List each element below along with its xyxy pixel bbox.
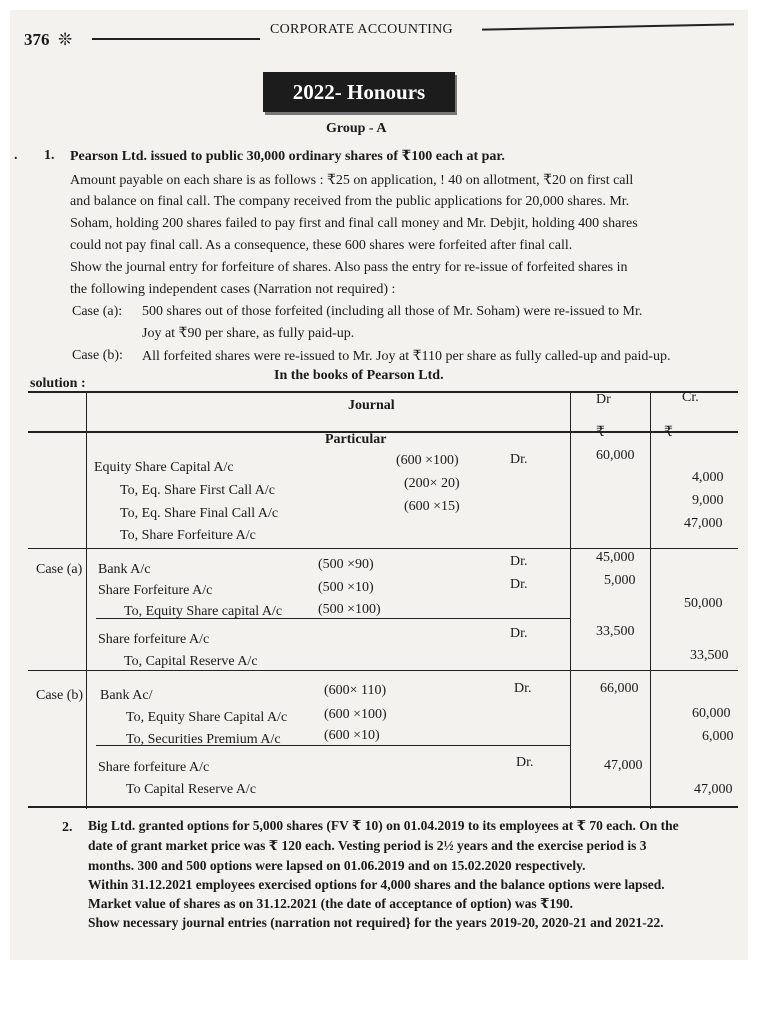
books-title: In the books of Pearson Ltd.	[274, 368, 444, 383]
table-bottom-rule	[28, 806, 738, 808]
dr-amount: 45,000	[596, 550, 635, 565]
rupee-cr: ₹	[664, 425, 673, 440]
account-name: Share Forfeiture A/c	[98, 583, 213, 598]
question-line: Soham, holding 200 shares failed to pay first and final call money and Mr. Debjit, holding 400 shares	[70, 216, 638, 231]
question-line: Show the journal entry for forfeiture of shares. Also pass the entry for re-issue of forfeited shares in	[70, 260, 628, 275]
table-row-rule	[28, 548, 738, 549]
calculation: (600 ×100)	[324, 707, 387, 722]
dr-amount: 33,500	[596, 624, 635, 639]
cr-amount: 6,000	[702, 729, 734, 744]
case-b-label: Case (b):	[72, 348, 123, 363]
dr-mark: Dr.	[516, 755, 534, 770]
calculation: (500 ×100)	[318, 602, 381, 617]
calculation: (600 ×100)	[396, 453, 459, 468]
calculation: (600 ×15)	[404, 499, 460, 514]
cr-amount: 33,500	[690, 648, 729, 663]
question-2-number: 2.	[62, 820, 73, 835]
table-col-rule	[650, 391, 651, 809]
journal-heading: Journal	[348, 398, 395, 413]
case-a-text: 500 shares out of those forfeited (including all those of Mr. Soham) were re-issued to Mr.	[142, 304, 643, 319]
calculation: (600× 110)	[324, 683, 387, 698]
question-2-line: Show necessary journal entries (narration not required} for the years 2019-20, 2020-21 and 2021-22.	[88, 915, 664, 930]
dr-mark: Dr.	[514, 681, 532, 696]
account-name: Share forfeiture A/c	[98, 760, 210, 775]
account-name: To, Share Forfeiture A/c	[120, 528, 256, 543]
col-cr-header: Cr.	[682, 390, 699, 405]
question-bullet: .	[14, 148, 18, 163]
dr-amount: 60,000	[596, 448, 635, 463]
account-name: To, Eq. Share First Call A/c	[120, 483, 275, 498]
account-name: Equity Share Capital A/c	[94, 460, 234, 475]
case-a-text: Joy at ₹90 per share, as fully paid-up.	[142, 326, 355, 341]
question-line: Pearson Ltd. issued to public 30,000 ordinary shares of ₹100 each at par.	[70, 149, 505, 164]
table-col-rule	[86, 391, 87, 809]
calculation: (600 ×10)	[324, 728, 380, 743]
table-col-rule	[570, 391, 571, 809]
account-name: To, Securities Premium A/c	[126, 732, 281, 747]
account-name: Bank Ac/	[100, 688, 153, 703]
question-2-line: months. 300 and 500 options were lapsed on 01.06.2019 and on 15.02.2020 respectively.	[88, 858, 586, 873]
case-b-row-label: Case (b)	[36, 688, 84, 703]
question-2-line: date of grant market price was ₹ 120 each. Vesting period is 2½ years and the exercise period is 3	[88, 838, 647, 853]
dr-mark: Dr.	[510, 626, 528, 641]
group-label: Group - A	[326, 121, 387, 136]
account-name: Bank A/c	[98, 562, 151, 577]
question-2-line: Within 31.12.2021 employees exercised options for 4,000 shares and the balance options were lapsed.	[88, 877, 665, 892]
question-line: could not pay final call. As a consequence, these 600 shares were forfeited after final call.	[70, 238, 573, 253]
dr-amount: 5,000	[604, 573, 636, 588]
account-name: To, Eq. Share Final Call A/c	[120, 506, 279, 521]
running-title: CORPORATE ACCOUNTING	[270, 22, 453, 37]
table-row-rule	[28, 670, 738, 671]
calculation: (200× 20)	[404, 476, 460, 491]
calculation: (500 ×10)	[318, 580, 374, 595]
ornament-icon: ❊	[58, 30, 73, 49]
calculation: (500 ×90)	[318, 557, 374, 572]
cr-amount: 47,000	[694, 782, 733, 797]
table-top-rule	[28, 391, 738, 393]
solution-label: solution :	[30, 376, 86, 391]
question-number: 1.	[44, 148, 55, 163]
col-particular-header: Particular	[325, 432, 387, 447]
dr-amount: 66,000	[600, 681, 639, 696]
header-rule-left	[92, 38, 260, 40]
cr-amount: 47,000	[684, 516, 723, 531]
page-number: 376	[24, 30, 50, 49]
col-dr-header: Dr	[596, 392, 611, 407]
case-b-text: All forfeited shares were re-issued to Mr. Joy at ₹110 per share as fully called-up and paid-up.	[142, 349, 671, 364]
question-2-line: Market value of shares as on 31.12.2021 (the date of acceptance of option) was ₹190.	[88, 896, 573, 911]
dr-mark: Dr.	[510, 554, 528, 569]
question-2-line: Big Ltd. granted options for 5,000 shares (FV ₹ 10) on 01.04.2019 to its employees at ₹ 70 each. On the	[88, 818, 679, 833]
cr-amount: 60,000	[692, 706, 731, 721]
dr-mark: Dr.	[510, 577, 528, 592]
account-name: To, Equity Share Capital A/c	[126, 710, 288, 725]
case-a-row-label: Case (a)	[36, 562, 83, 577]
dr-amount: 47,000	[604, 758, 643, 773]
account-name: To Capital Reserve A/c	[126, 782, 257, 797]
cr-amount: 4,000	[692, 470, 724, 485]
account-name: Share forfeiture A/c	[98, 632, 210, 647]
cr-amount: 9,000	[692, 493, 724, 508]
question-line: the following independent cases (Narration not required) :	[70, 282, 396, 297]
question-line: and balance on final call. The company received from the public applications for 20,000 shares. Mr.	[70, 194, 630, 209]
account-name: To, Capital Reserve A/c	[124, 654, 258, 669]
rupee-dr: ₹	[596, 425, 605, 440]
cr-amount: 50,000	[684, 596, 723, 611]
account-name: To, Equity Share capital A/c	[124, 604, 283, 619]
question-line: Amount payable on each share is as follows : ₹25 on application, ! 40 on allotment, ₹20 on first call	[70, 173, 634, 188]
section-badge: 2022- Honours	[263, 72, 455, 112]
dr-mark: Dr.	[510, 452, 528, 467]
case-a-label: Case (a):	[72, 304, 123, 319]
